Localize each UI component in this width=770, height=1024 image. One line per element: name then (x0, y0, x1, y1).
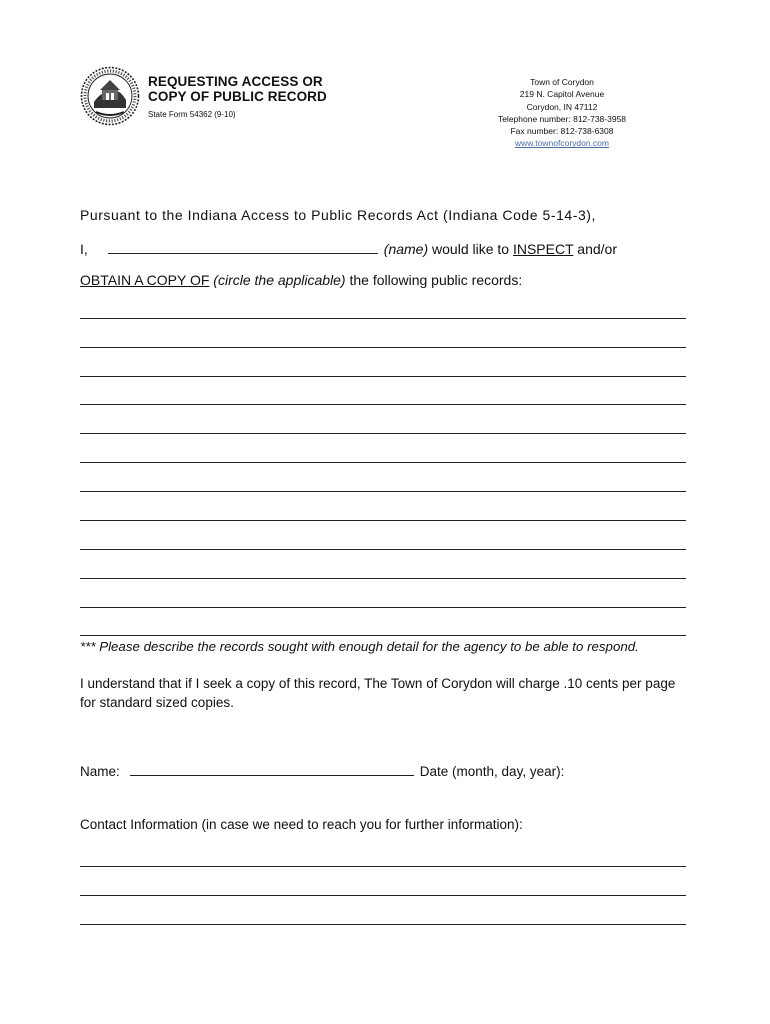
name-request-line (80, 241, 617, 257)
form-title-line1: REQUESTING ACCESS OR (148, 74, 323, 89)
copy-charge-notice: I understand that if I seek a copy of this record, The Town of Corydon will charge .10 cents per page for standard sized copies. (80, 676, 676, 710)
name-date-line (80, 763, 564, 779)
contact-line[interactable] (80, 866, 686, 867)
records-line[interactable] (80, 404, 686, 405)
intro-statement: Pursuant to the Indiana Access to Public Records Act (Indiana Code 5-14-3), (80, 207, 596, 223)
telephone-number: Telephone number: 812-738-3958 (497, 113, 627, 124)
description-note: *** Please describe the records sought with enough detail for the agency to be able to respond. (80, 639, 639, 654)
following-records-text: the following public records: (345, 272, 523, 288)
records-line[interactable] (80, 607, 686, 608)
would-like-text: would like to (428, 241, 513, 257)
obtain-copy-option[interactable]: OBTAIN A COPY OF (80, 272, 210, 288)
form-title-line2: COPY OF PUBLIC RECORD (148, 89, 327, 104)
records-line[interactable] (80, 635, 686, 636)
name-label: Name: (80, 764, 120, 779)
requester-name-field[interactable] (108, 241, 378, 254)
name-hint: (name) (383, 241, 429, 257)
form-number: State Form 54362 (9-10) (148, 110, 236, 119)
website-link[interactable]: www.townofcorydon.com (514, 138, 609, 149)
fax-number: Fax number: 812-738-6308 (510, 126, 614, 137)
records-line[interactable] (80, 376, 686, 377)
city-state-zip: Corydon, IN 47112 (526, 101, 598, 112)
date-label: Date (month, day, year): (419, 764, 565, 779)
town-address-block (470, 76, 654, 150)
records-line[interactable] (80, 318, 686, 319)
and-or-text: and/or (573, 241, 617, 257)
records-line[interactable] (80, 549, 686, 550)
i-prefix: I, (80, 241, 88, 257)
records-line[interactable] (80, 462, 686, 463)
records-line[interactable] (80, 578, 686, 579)
records-line[interactable] (80, 433, 686, 434)
contact-info-label: Contact Information (in case we need to reach you for further information): (80, 817, 523, 832)
obtain-copy-line (80, 272, 522, 288)
town-seal-icon (80, 66, 140, 126)
records-line[interactable] (80, 520, 686, 521)
records-line[interactable] (80, 347, 686, 348)
signer-name-field[interactable] (130, 763, 414, 776)
contact-line[interactable] (80, 895, 686, 896)
town-name: Town of Corydon (530, 77, 594, 87)
inspect-option[interactable]: INSPECT (512, 241, 574, 257)
contact-line[interactable] (80, 924, 686, 925)
circle-hint: (circle the applicable) (209, 272, 346, 288)
records-line[interactable] (80, 491, 686, 492)
form-title (148, 74, 327, 104)
street-address: 219 N. Capitol Avenue (519, 89, 605, 100)
